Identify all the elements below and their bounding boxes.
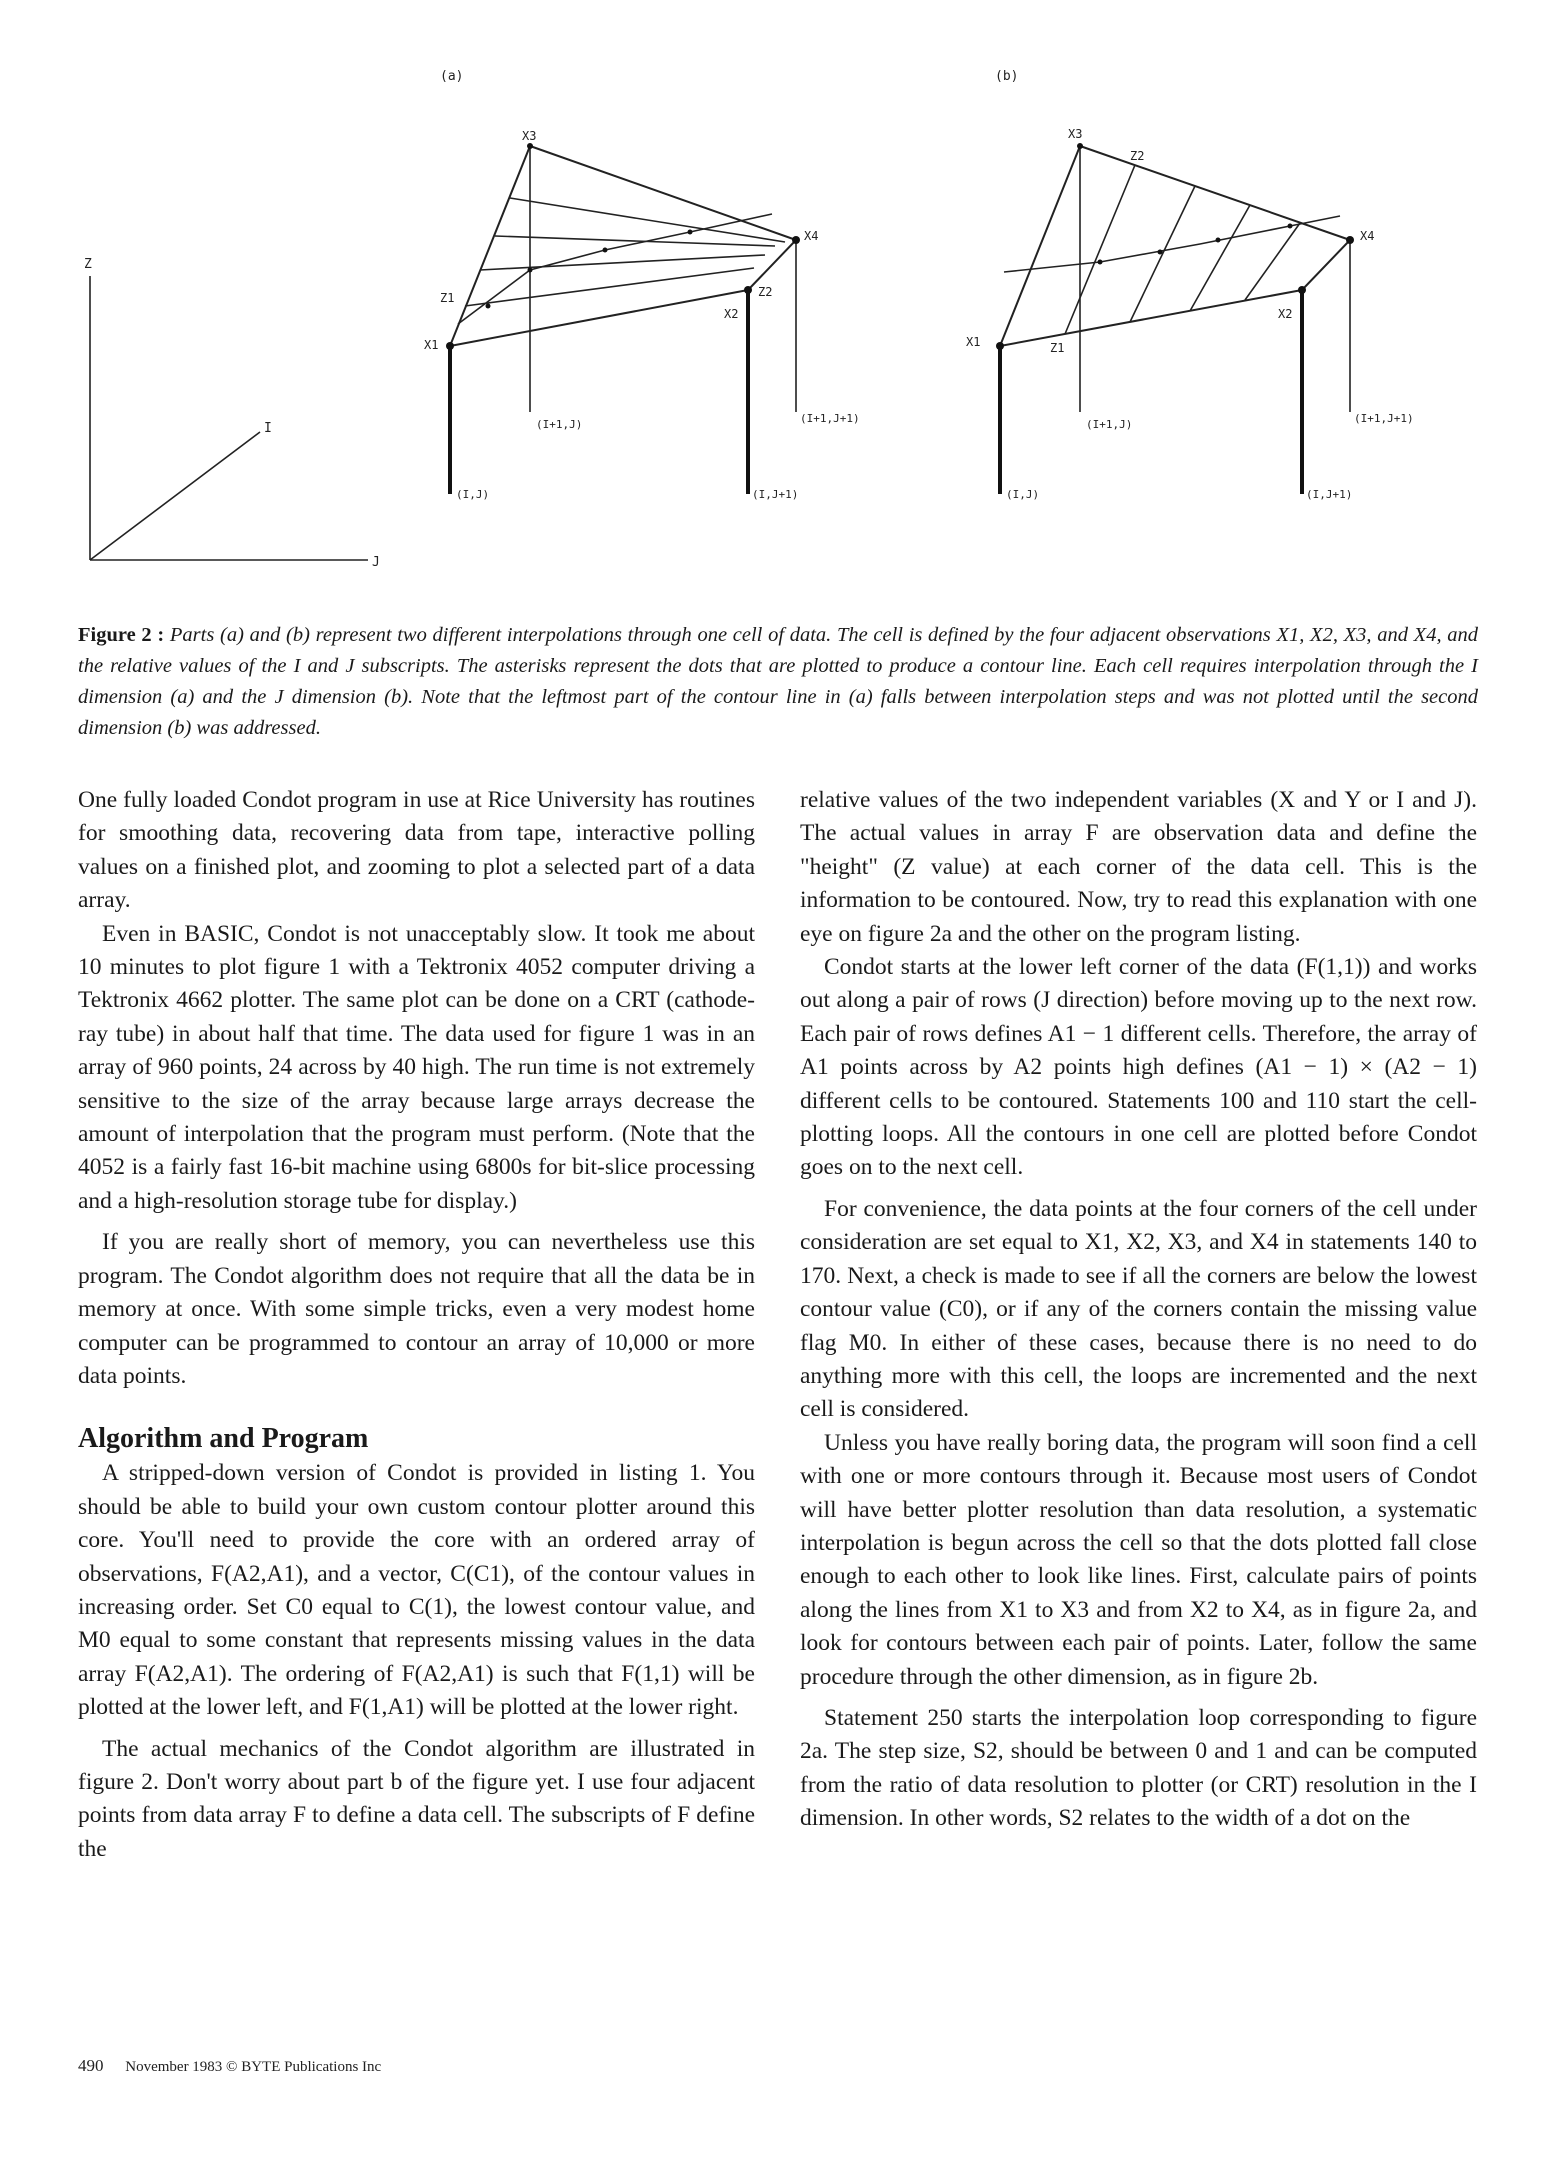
b-x2-label: X2 bbox=[1278, 307, 1293, 321]
a-x3-label: X3 bbox=[522, 129, 537, 143]
page-number: 490 bbox=[78, 2056, 104, 2075]
a-sub-i1-j: (I+1,J) bbox=[536, 418, 583, 431]
figure-part-a bbox=[424, 69, 860, 501]
a-z1-label: Z1 bbox=[440, 291, 455, 305]
a-x2-label: X2 bbox=[724, 307, 739, 321]
b-z1-label: Z1 bbox=[1050, 341, 1065, 355]
axis-j-label: J bbox=[372, 555, 380, 570]
part-b-label: (b) bbox=[995, 69, 1019, 84]
right-paragraph-2: Condot starts at the lower left corner of the data (F(1,1)) and works out along a pair of rows (J direction) before moving up to the next row. Each pair of rows defines A1 − 1 different cells. Therefore, the array of A1 points across by A2 points high defines (A1 − 1) × (A2 − 1) different cells to be contoured. Statements 100 and 110 start the cell-plotting loops. All the contours in one cell are plotted before Condot goes on to the next cell. bbox=[800, 954, 1477, 1181]
a-x1-label: X1 bbox=[424, 338, 439, 352]
b-sub-i-j1: (I,J+1) bbox=[1306, 488, 1353, 501]
figure-part-b bbox=[966, 69, 1414, 501]
b-x1-label: X1 bbox=[966, 335, 981, 349]
axis-z-label: Z bbox=[84, 257, 92, 272]
left-paragraph-1: One fully loaded Condot program in use at Rice University has routines for smoothing data, recovering data from tape, interactive polling values on a finished plot, and zooming to plot a selected part of a data array. bbox=[78, 787, 755, 914]
left-paragraph-4: A stripped-down version of Condot is provided in listing 1. You should be able to build your own custom contour plotter around this core. You'll need to provide the core with an ordered array of observations, F(A2,A1), and a vector, C(C1), of the contour values in increasing order. Set C0 equal to C(1), the lowest contour value, and M0 equal to some constant that represents missing values in the data array F(A2,A1). The ordering of F(A2,A1) is such that F(1,1) will be plotted at the lower left, and F(1,A1) will be plotted at the lower right. bbox=[78, 1460, 755, 1721]
figure-caption bbox=[78, 620, 1478, 744]
footer-credit: November 1983 © BYTE Publications Inc bbox=[125, 2059, 382, 2075]
a-x4-label: X4 bbox=[804, 229, 819, 243]
b-x4-label: X4 bbox=[1360, 229, 1375, 243]
b-x3-label: X3 bbox=[1068, 127, 1083, 141]
axes bbox=[84, 257, 380, 570]
part-a-label: (a) bbox=[440, 69, 464, 84]
right-paragraph-5: Statement 250 starts the interpolation loop corresponding to figure 2a. The step size, S2, should be between 0 and 1 and can be computed from the ratio of data resolution to plotter (or CRT) resolution in the I dimension. In other words, S2 relates to the width of a dot on the bbox=[800, 1704, 1477, 1832]
right-paragraph-4: Unless you have really boring data, the program will soon find a cell with one or more contours through it. Because most users of Condot will have better plotter resolution than data resolution, a systematic interpolation is begun across the cell so that the dots plotted fall close enough to each other to look like lines. First, calculate pairs of points along the lines from X1 to X3 and from X2 to X4, as in figure 2a, and look for contours between each pair of points. Later, follow the same procedure through the other dimension, as in figure 2b. bbox=[800, 1429, 1477, 1690]
b-z2-label: Z2 bbox=[1130, 149, 1145, 163]
figure-2-diagram bbox=[0, 0, 1554, 600]
caption-head: Figure 2 : bbox=[78, 624, 165, 646]
a-sub-i-j1: (I,J+1) bbox=[752, 488, 799, 501]
b-sub-i1-j: (I+1,J) bbox=[1086, 418, 1133, 431]
a-sub-i-j: (I,J) bbox=[456, 488, 490, 501]
section-heading: Algorithm and Program bbox=[78, 1423, 369, 1455]
left-paragraph-3: If you are really short of memory, you can nevertheless use this program. The Condot algorithm does not require that all the data be in memory at once. With some simple tricks, even a very modest home computer can be programmed to contour an array of 10,000 or more data points. bbox=[78, 1229, 755, 1389]
a-z2-label: Z2 bbox=[758, 285, 773, 299]
right-paragraph-1: relative values of the two independent variables (X and Y or I and J). The actual values in array F are observation data and define the "height" (Z value) at each corner of the data cell. This is the information to be contoured. Now, try to read this explanation with one eye on figure 2a and the other on the program listing. bbox=[800, 787, 1477, 947]
left-paragraph-2: Even in BASIC, Condot is not unacceptably slow. It took me about 10 minutes to plot figure 1 with a Tektronix 4052 computer driving a Tektronix 4662 plotter. The same plot can be done on a CRT (cathode-ray tube) in about half that time. The data used for figure 1 was in an array of 960 points, 24 across by 40 high. The run time is not extremely sensitive to the size of the array because large arrays decrease the amount of interpolation that the program must perform. (Note that the 4052 is a fairly fast 16-bit machine using 6800s for bit-slice processing and a high-resolution storage tube for display.) bbox=[78, 920, 755, 1214]
a-sub-i1-j1: (I+1,J+1) bbox=[800, 412, 860, 425]
axis-i-label: I bbox=[264, 421, 272, 436]
left-column bbox=[78, 784, 755, 1866]
caption-text: Parts (a) and (b) represent two different interpolations through one cell of data. The cell is defined by the four adjacent observations X1, X2, X3, and X4, and the relative values of the I and J subscripts. The asterisks represent the dots that are plotted to produce a contour line. Each cell requires interpolation through the I dimension (a) and the J dimension (b). Note that the leftmost part of the contour line in (a) falls between interpolation steps and was not plotted until the second dimension (b) was addressed. bbox=[78, 624, 1479, 739]
b-sub-i1-j1: (I+1,J+1) bbox=[1354, 412, 1414, 425]
b-sub-i-j: (I,J) bbox=[1006, 488, 1040, 501]
left-paragraph-5: The actual mechanics of the Condot algorithm are illustrated in figure 2. Don't worry about part b of the figure yet. I use four adjacent points from data array F to define a data cell. The subscripts of F define the bbox=[78, 1735, 755, 1862]
page-footer bbox=[78, 2056, 381, 2076]
right-paragraph-3: For convenience, the data points at the four corners of the cell under consideration are set equal to X1, X2, X3, and X4 in statements 140 to 170. Next, a check is made to see if all the corners are below the lowest contour value (C0), or if any of the corners contain the missing value flag M0. In either of these cases, because there is no need to do anything more with this cell, the loops are incremented and the next cell is considered. bbox=[800, 1195, 1477, 1423]
right-column bbox=[800, 784, 1477, 1836]
